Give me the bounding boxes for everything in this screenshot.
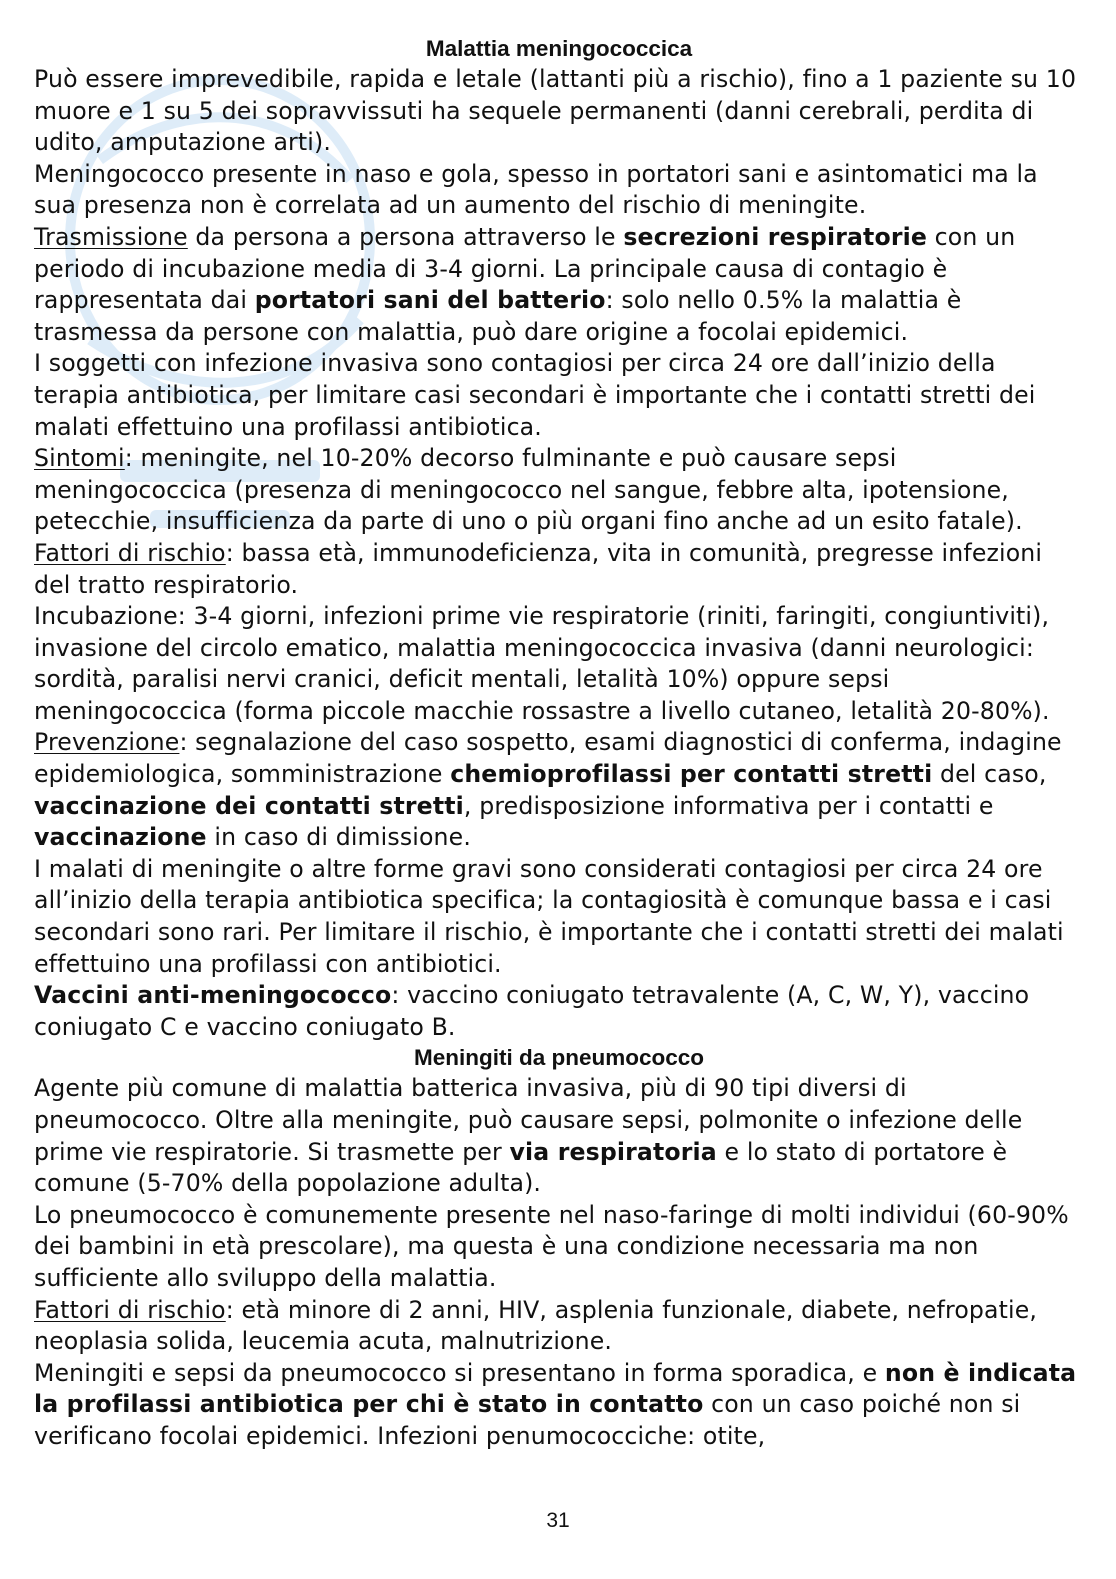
bold-term: chemioprofilassi per contatti stretti (450, 760, 933, 789)
paragraph: Vaccini anti-meningococco: vaccino coniugato tetravalente (A, C, W, Y), vaccino coniugato C e vaccino coniugato B. (34, 981, 1030, 1041)
underlined-term: Fattori di rischio (34, 538, 226, 567)
paragraph: Può essere imprevedibile, rapida e letale (lattanti più a rischio), fino a 1 paziente su 10 muore e 1 su 5 dei sopravvissuti ha sequele permanenti (danni cerebrali, perdita di udito, amputazione arti). (34, 65, 1077, 157)
bold-term: vaccinazione (34, 823, 207, 852)
paragraph: Fattori di rischio: età minore di 2 anni, HIV, asplenia funzionale, diabete, nefropatie, neoplasia solida, leucemia acuta, malnutrizione. (34, 1295, 1038, 1356)
underlined-term: Fattori di rischio (34, 1295, 226, 1324)
paragraph: I malati di meningite o altre forme gravi sono considerati contagiosi per circa 24 ore all’inizio della terapia antibiotica specifica; la contagiosità è comunque bassa e i casi secondari sono rari. Per limitare il rischio, è importante che i contatti stretti dei malati effettuino una profilassi con antibiotici. (34, 854, 1064, 978)
paragraph: Sintomi: meningite, nel 10-20% decorso fulminante e può causare sepsi meningococcica (presenza di meningococco nel sangue, febbre alta, ipotensione, petecchie, insufficienza da parte di uno o più organi fino anche ad un esito fatale). Fattori di rischio: bassa età, immunodeficienza, vita in comunità, pregresse infezioni del tratto respiratorio. (34, 444, 1043, 599)
paragraph: Meningococco presente in naso e gola, spesso in portatori sani e asintomatici ma la sua presenza non è correlata ad un aumento del rischio di meningite. (34, 159, 1038, 220)
bold-term: Vaccini anti-meningococco (34, 981, 392, 1010)
bold-term: non è indicata la profilassi antibiotica per chi è stato in contatto (34, 1358, 1077, 1419)
page-content (34, 34, 1084, 1453)
paragraph: Lo pneumococco è comunemente presente nel naso-faringe di molti individui (60-90% dei bambini in età prescolare), ma questa è una condizione necessaria ma non sufficiente allo sviluppo della malattia. (34, 1200, 1069, 1292)
bold-term: vaccinazione dei contatti stretti (34, 791, 464, 820)
bold-term: via respiratoria (509, 1137, 717, 1166)
bold-term: secrezioni respiratorie (623, 222, 928, 251)
paragraph: Trasmissione da persona a persona attraverso le secrezioni respiratorie con un periodo di incubazione media di 3-4 giorni. La principale causa di contagio è rappresentata dai portatori sani del batterio: solo nello 0.5% la malattia è trasmessa da persone con malattia, può dare origine a focolai epidemici. (34, 222, 1016, 346)
section-title-meningococcica: Malattia meningococcica (425, 36, 693, 61)
section-title-pneumococco: Meningiti da pneumococco (413, 1045, 705, 1071)
paragraph: Meningiti e sepsi da pneumococco si presentano in forma sporadica, e non è indicata la profilassi antibiotica per chi è stato in contatto con un caso poiché non si verificano focolai epidemici. Infezioni penumococciche: otite, (34, 1358, 1077, 1450)
page-number: 31 (546, 1509, 570, 1532)
paragraph: Agente più comune di malattia batterica invasiva, più di 90 tipi diversi di pneumococco. Oltre alla meningite, può causare sepsi, polmonite o infezione delle prime vie respiratorie. Si trasmette per via respiratoria e lo stato di portatore è comune (5-70% della popolazione adulta). (34, 1074, 1023, 1198)
bold-term: portatori sani del batterio (254, 286, 606, 315)
paragraph: Incubazione: 3-4 giorni, infezioni prime vie respiratorie (riniti, faringiti, congiuntiviti), invasione del circolo ematico, malattia meningococcica invasiva (danni neurologici: sordità, paralisi nervi cranici, deficit mentali, letalità 10%) oppure sepsi meningococcica (forma piccole macchie rossastre a livello cutaneo, letalità 20-80%). Prevenzione: segnalazione del caso sospetto, esami diagnostici di conferma, indagine epidemiologica, somministrazione chemioprofilassi per contatti stretti del caso, vaccinazione dei contatti stretti, predisposizione informativa per i contatti e vaccinazione in caso di dimissione. (34, 602, 1062, 852)
underlined-term: Sintomi (34, 444, 125, 473)
paragraph: I soggetti con infezione invasiva sono contagiosi per circa 24 ore dall’inizio della terapia antibiotica, per limitare casi secondari è importante che i contatti stretti dei malati effettuino una profilassi antibiotica. (34, 349, 1036, 441)
underlined-term: Prevenzione (34, 728, 180, 757)
underlined-term: Trasmissione (34, 222, 188, 251)
